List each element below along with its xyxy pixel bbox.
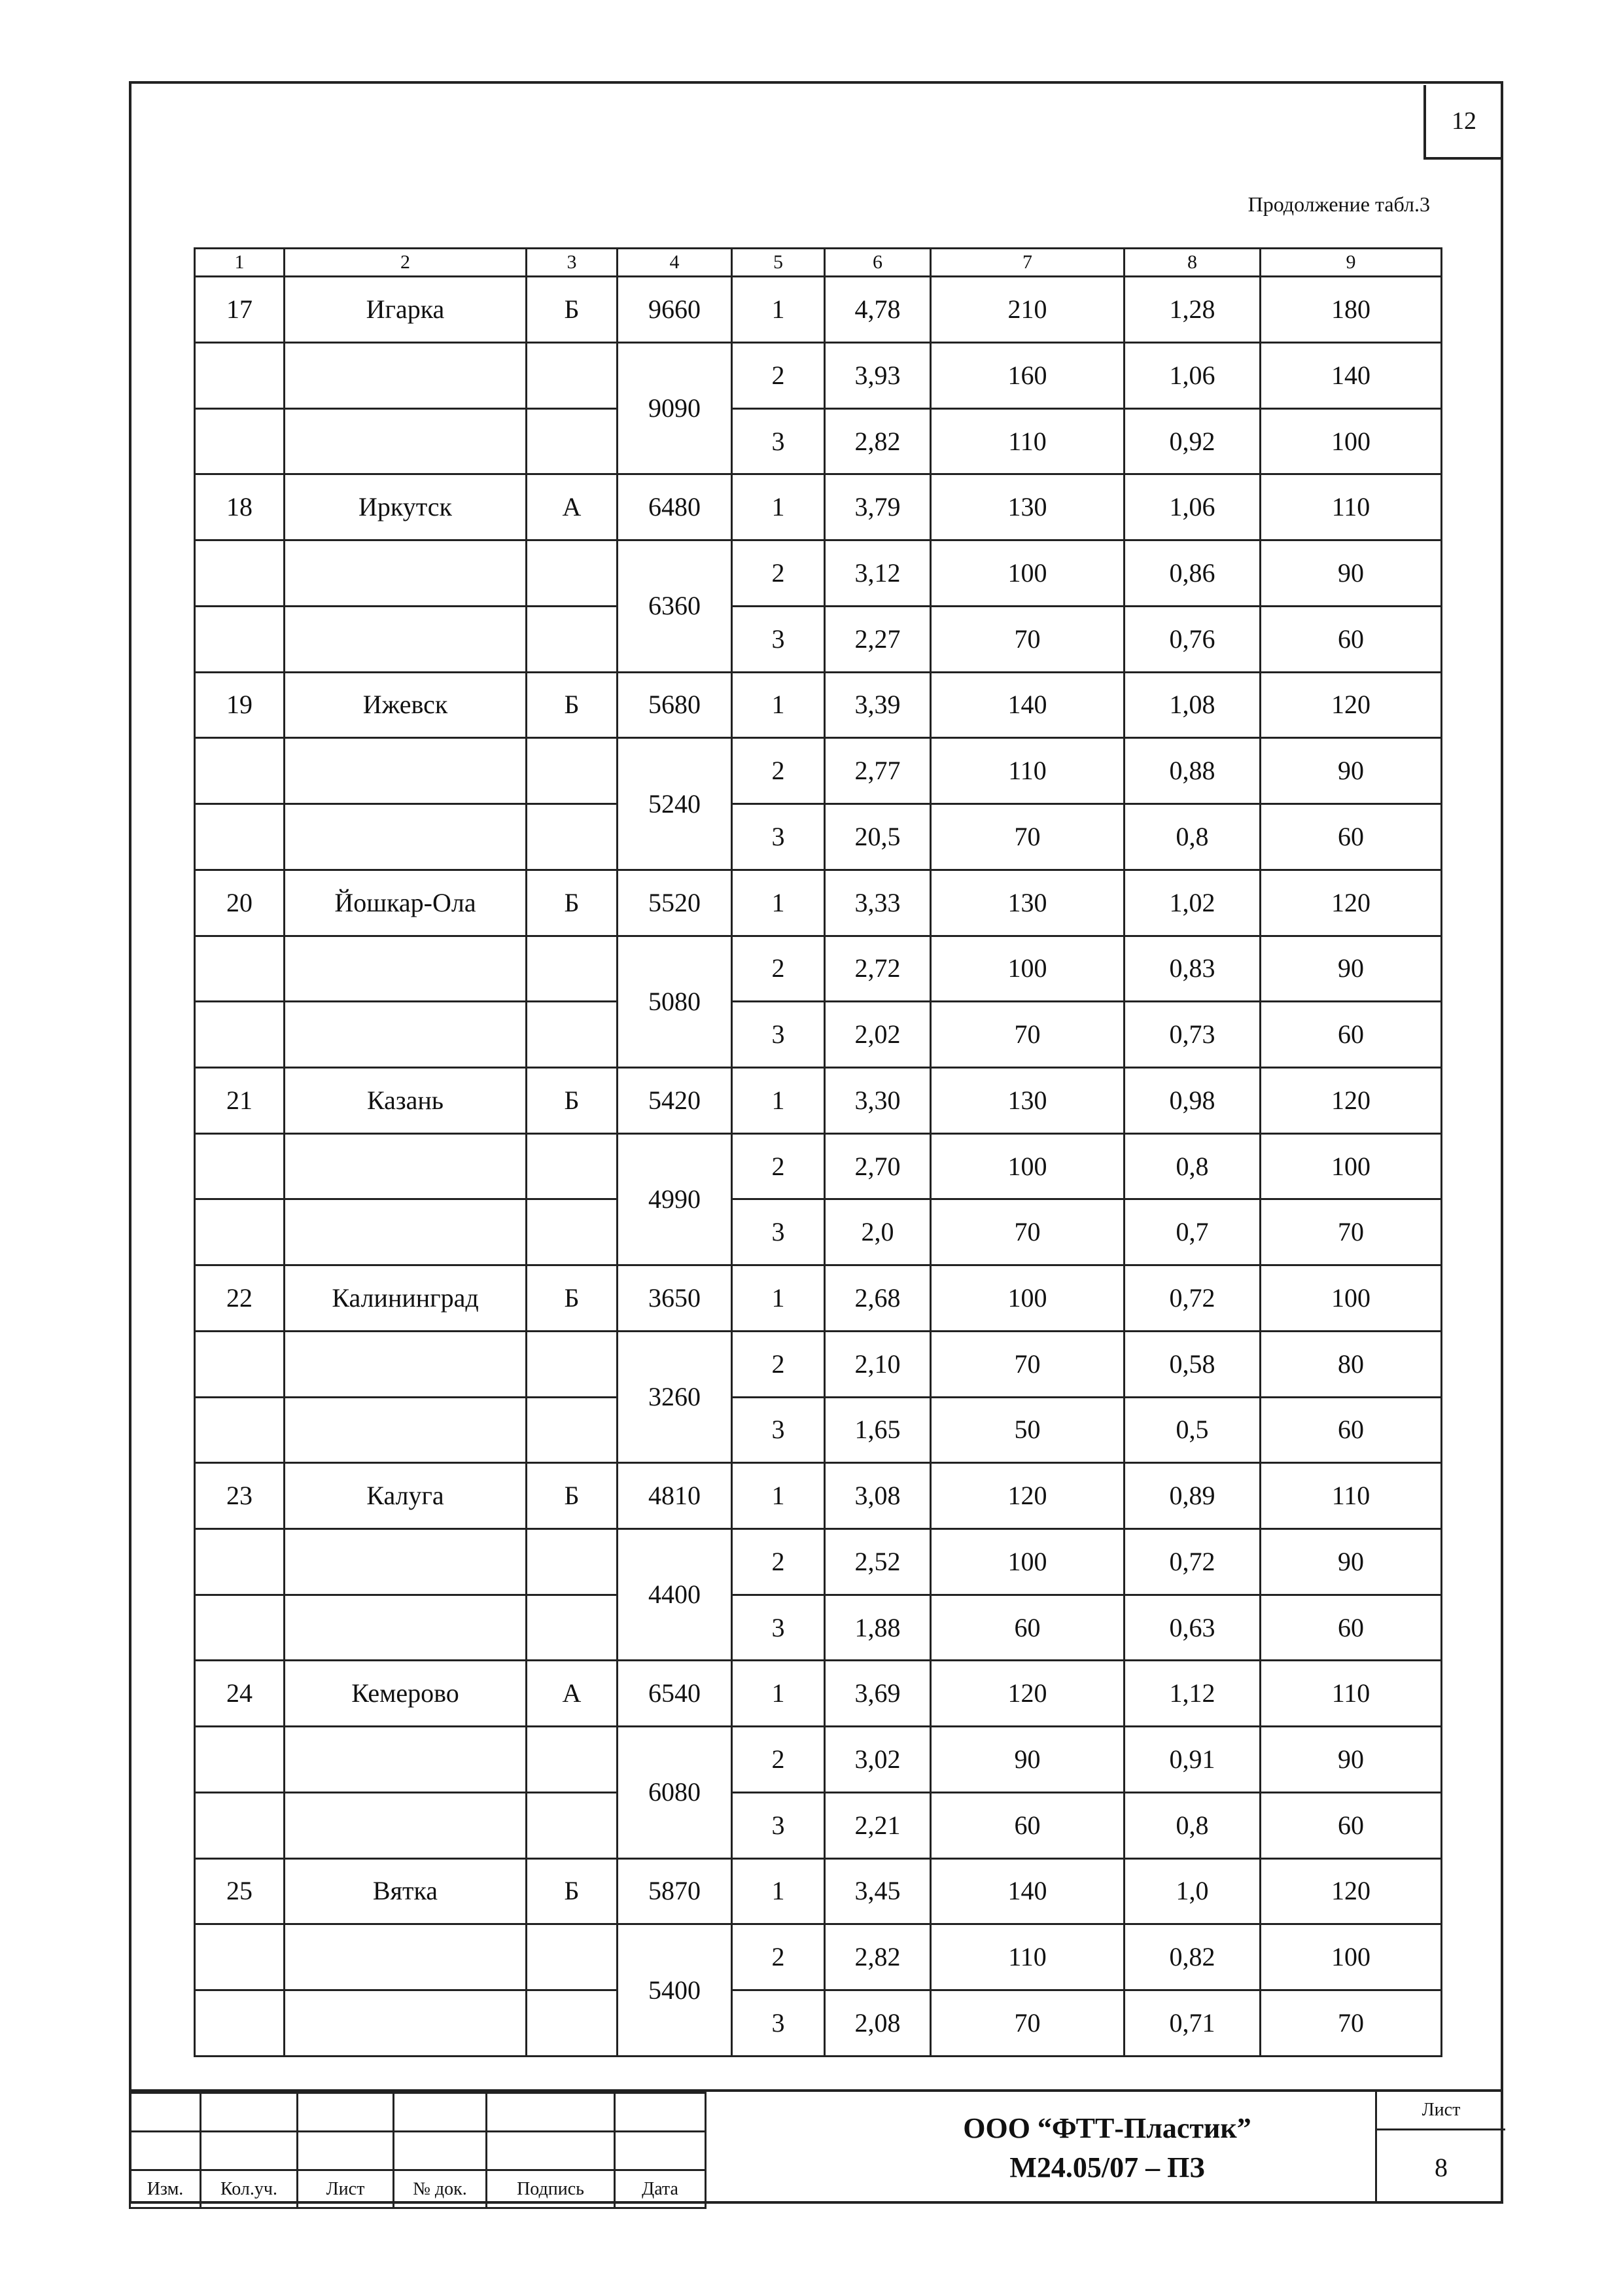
value-cell: 5420 [618, 1067, 732, 1133]
data-cell: 1 [732, 1858, 825, 1924]
data-cell: 180 [1261, 277, 1442, 343]
company-name: ООО “ФТТ-Пластик” [963, 2112, 1251, 2145]
value-cell: 9090 [618, 343, 732, 474]
revision-cell [394, 2132, 487, 2170]
data-cell: 4,78 [825, 277, 931, 343]
data-cell: 1 [732, 1067, 825, 1133]
city-cell [285, 1727, 527, 1793]
data-cell: 1,88 [825, 1595, 931, 1661]
data-cell: 70 [931, 1199, 1125, 1265]
stamp-label-doc: № док. [394, 2170, 487, 2208]
table-row [195, 1002, 1442, 1068]
row-number-cell [195, 1002, 285, 1068]
table-row [195, 804, 1442, 870]
row-number-cell: 22 [195, 1265, 285, 1332]
value-cell: 5240 [618, 738, 732, 870]
data-cell: 3 [732, 408, 825, 474]
data-cell: 100 [931, 1528, 1125, 1595]
row-number-cell [195, 1528, 285, 1595]
stamp-label-count: Кол.уч. [201, 2170, 298, 2208]
zone-cell: Б [527, 277, 618, 343]
data-cell: 2 [732, 1924, 825, 1990]
row-number-cell: 20 [195, 870, 285, 936]
data-cell: 0,76 [1125, 606, 1261, 672]
revision-cell [487, 2093, 615, 2132]
row-number-cell: 25 [195, 1858, 285, 1924]
city-cell: Казань [285, 1067, 527, 1133]
data-cell: 120 [931, 1661, 1125, 1727]
data-cell: 60 [1261, 804, 1442, 870]
city-cell: Калининград [285, 1265, 527, 1332]
table-row [195, 936, 1442, 1002]
data-cell: 3 [732, 606, 825, 672]
stamp-label-date: Дата [615, 2170, 706, 2208]
row-number-cell [195, 1990, 285, 2057]
row-number-cell [195, 738, 285, 804]
table-row [195, 870, 1442, 936]
row-number-cell [195, 1199, 285, 1265]
title-block [129, 2089, 1503, 2206]
city-cell [285, 1595, 527, 1661]
row-number-cell [195, 1924, 285, 1990]
data-cell: 140 [1261, 343, 1442, 409]
header-row [195, 249, 1442, 277]
header-cell: 9 [1261, 249, 1442, 277]
header-cell: 8 [1125, 249, 1261, 277]
data-cell: 1,06 [1125, 343, 1261, 409]
table-row [195, 738, 1442, 804]
value-cell: 5400 [618, 1924, 732, 2057]
zone-cell [527, 343, 618, 409]
header-cell: 4 [618, 249, 732, 277]
zone-cell [527, 936, 618, 1002]
data-cell: 3,45 [825, 1858, 931, 1924]
data-cell: 3,12 [825, 540, 931, 607]
data-cell: 3 [732, 1002, 825, 1068]
row-number-cell: 19 [195, 672, 285, 738]
zone-cell [527, 1727, 618, 1793]
value-cell: 3650 [618, 1265, 732, 1332]
row-number-cell: 17 [195, 277, 285, 343]
data-cell: 0,63 [1125, 1595, 1261, 1661]
table-row [195, 1595, 1442, 1661]
zone-cell [527, 1528, 618, 1595]
data-cell: 0,82 [1125, 1924, 1261, 1990]
stamp-label-signature: Подпись [487, 2170, 615, 2208]
row-number-cell: 23 [195, 1463, 285, 1529]
data-cell: 120 [1261, 1067, 1442, 1133]
data-cell: 0,8 [1125, 804, 1261, 870]
data-cell: 130 [931, 474, 1125, 540]
data-cell: 2,08 [825, 1990, 931, 2057]
data-cell: 2,02 [825, 1002, 931, 1068]
data-cell: 60 [1261, 1397, 1442, 1463]
data-cell: 2 [732, 1528, 825, 1595]
data-cell: 90 [1261, 540, 1442, 607]
data-cell: 130 [931, 1067, 1125, 1133]
sheet-label: Лист [1377, 2092, 1505, 2130]
zone-cell: Б [527, 1463, 618, 1529]
data-cell: 100 [931, 1265, 1125, 1332]
table-row [195, 1067, 1442, 1133]
data-cell: 3,08 [825, 1463, 931, 1529]
data-cell: 3,02 [825, 1727, 931, 1793]
data-cell: 3 [732, 1990, 825, 2057]
data-cell: 0,88 [1125, 738, 1261, 804]
zone-cell [527, 408, 618, 474]
data-cell: 0,83 [1125, 936, 1261, 1002]
value-cell: 6360 [618, 540, 732, 672]
value-cell: 4990 [618, 1133, 732, 1265]
city-cell [285, 1924, 527, 1990]
data-cell: 80 [1261, 1331, 1442, 1397]
row-number-cell [195, 540, 285, 607]
data-cell: 1,28 [1125, 277, 1261, 343]
data-cell: 2 [732, 1133, 825, 1199]
data-cell: 0,86 [1125, 540, 1261, 607]
row-number-cell [195, 343, 285, 409]
data-cell: 0,58 [1125, 1331, 1261, 1397]
data-cell: 3 [732, 1792, 825, 1858]
data-cell: 90 [931, 1727, 1125, 1793]
data-cell: 110 [1261, 1463, 1442, 1529]
data-cell: 3 [732, 1595, 825, 1661]
data-cell: 70 [931, 804, 1125, 870]
table-row [195, 408, 1442, 474]
data-cell: 2,0 [825, 1199, 931, 1265]
row-number-cell: 18 [195, 474, 285, 540]
data-cell: 70 [1261, 1990, 1442, 2057]
data-cell: 0,7 [1125, 1199, 1261, 1265]
data-cell: 3,69 [825, 1661, 931, 1727]
page-number: 12 [1423, 85, 1502, 160]
revision-cell [615, 2132, 706, 2170]
table-row [195, 1199, 1442, 1265]
data-cell: 2,21 [825, 1792, 931, 1858]
table-row [195, 1528, 1442, 1595]
city-cell [285, 1331, 527, 1397]
table-row [195, 540, 1442, 607]
data-cell: 90 [1261, 738, 1442, 804]
data-cell: 3,39 [825, 672, 931, 738]
data-cell: 2,77 [825, 738, 931, 804]
row-number-cell: 21 [195, 1067, 285, 1133]
city-cell: Игарка [285, 277, 527, 343]
zone-cell [527, 1199, 618, 1265]
table-row [195, 1990, 1442, 2057]
data-cell: 1 [732, 1661, 825, 1727]
header-cell: 5 [732, 249, 825, 277]
data-cell: 1,06 [1125, 474, 1261, 540]
data-cell: 130 [931, 870, 1125, 936]
data-cell: 60 [1261, 606, 1442, 672]
table-row [195, 474, 1442, 540]
data-cell: 50 [931, 1397, 1125, 1463]
city-cell [285, 1199, 527, 1265]
data-cell: 0,72 [1125, 1265, 1261, 1332]
data-cell: 2 [732, 343, 825, 409]
revision-cell [298, 2093, 394, 2132]
header-cell: 7 [931, 249, 1125, 277]
city-cell [285, 1002, 527, 1068]
data-cell: 1,02 [1125, 870, 1261, 936]
header-cell: 2 [285, 249, 527, 277]
header-cell: 6 [825, 249, 931, 277]
data-cell: 2,82 [825, 1924, 931, 1990]
city-cell [285, 1792, 527, 1858]
table-row [195, 1265, 1442, 1332]
city-cell [285, 408, 527, 474]
row-number-cell [195, 606, 285, 672]
data-cell: 3,93 [825, 343, 931, 409]
data-cell: 100 [1261, 1265, 1442, 1332]
data-cell: 210 [931, 277, 1125, 343]
zone-cell [527, 1002, 618, 1068]
zone-cell [527, 1990, 618, 2057]
city-cell [285, 1528, 527, 1595]
zone-cell [527, 1924, 618, 1990]
data-cell: 1 [732, 672, 825, 738]
data-cell: 1 [732, 870, 825, 936]
row-number-cell [195, 1397, 285, 1463]
data-cell: 3,33 [825, 870, 931, 936]
data-cell: 0,73 [1125, 1002, 1261, 1068]
data-cell: 3,79 [825, 474, 931, 540]
data-cell: 2 [732, 936, 825, 1002]
data-cell: 110 [931, 1924, 1125, 1990]
zone-cell: Б [527, 1067, 618, 1133]
data-cell: 2,27 [825, 606, 931, 672]
data-cell: 1,08 [1125, 672, 1261, 738]
city-cell [285, 1133, 527, 1199]
revision-cell [201, 2132, 298, 2170]
zone-cell [527, 540, 618, 607]
city-cell [285, 1397, 527, 1463]
table-row [195, 1463, 1442, 1529]
data-cell: 0,89 [1125, 1463, 1261, 1529]
revision-grid [129, 2092, 707, 2209]
data-cell: 100 [1261, 408, 1442, 474]
data-cell: 60 [1261, 1792, 1442, 1858]
city-cell [285, 343, 527, 409]
value-cell: 5870 [618, 1858, 732, 1924]
data-cell: 100 [1261, 1133, 1442, 1199]
data-cell: 2,68 [825, 1265, 931, 1332]
zone-cell: Б [527, 672, 618, 738]
zone-cell [527, 1595, 618, 1661]
sheet-box [1375, 2092, 1505, 2204]
zone-cell [527, 804, 618, 870]
data-cell: 70 [931, 606, 1125, 672]
row-number-cell [195, 1133, 285, 1199]
data-cell: 90 [1261, 1528, 1442, 1595]
data-cell: 0,71 [1125, 1990, 1261, 2057]
zone-cell [527, 606, 618, 672]
city-cell [285, 738, 527, 804]
data-cell: 110 [931, 408, 1125, 474]
data-cell: 3 [732, 804, 825, 870]
data-cell: 100 [931, 1133, 1125, 1199]
zone-cell: Б [527, 870, 618, 936]
revision-cell [615, 2093, 706, 2132]
data-cell: 110 [1261, 1661, 1442, 1727]
table-row [195, 277, 1442, 343]
table-row [195, 672, 1442, 738]
data-cell: 60 [931, 1792, 1125, 1858]
city-cell [285, 540, 527, 607]
city-cell: Ижевск [285, 672, 527, 738]
table-row [195, 1924, 1442, 1990]
row-number-cell: 24 [195, 1661, 285, 1727]
data-cell: 70 [931, 1331, 1125, 1397]
data-cell: 0,5 [1125, 1397, 1261, 1463]
zone-cell [527, 738, 618, 804]
document-code: М24.05/07 – ПЗ [1009, 2151, 1205, 2183]
data-cell: 2,52 [825, 1528, 931, 1595]
city-cell [285, 804, 527, 870]
data-cell: 90 [1261, 1727, 1442, 1793]
value-cell: 3260 [618, 1331, 732, 1462]
data-cell: 100 [931, 540, 1125, 607]
zone-cell [527, 1397, 618, 1463]
data-cell: 2,72 [825, 936, 931, 1002]
value-cell: 5080 [618, 936, 732, 1067]
city-cell [285, 606, 527, 672]
data-cell: 120 [931, 1463, 1125, 1529]
city-cell [285, 936, 527, 1002]
revision-cell [130, 2093, 201, 2132]
data-cell: 1,12 [1125, 1661, 1261, 1727]
table-row [195, 343, 1442, 409]
city-cell: Иркутск [285, 474, 527, 540]
data-cell: 3 [732, 1397, 825, 1463]
data-cell: 0,98 [1125, 1067, 1261, 1133]
table-row [195, 606, 1442, 672]
row-number-cell [195, 1331, 285, 1397]
zone-cell: А [527, 1661, 618, 1727]
value-cell: 5680 [618, 672, 732, 738]
header-cell: 1 [195, 249, 285, 277]
data-cell: 100 [1261, 1924, 1442, 1990]
data-cell: 160 [931, 343, 1125, 409]
data-cell: 2 [732, 1727, 825, 1793]
header-cell: 3 [527, 249, 618, 277]
data-cell: 120 [1261, 672, 1442, 738]
zone-cell: Б [527, 1858, 618, 1924]
data-cell: 20,5 [825, 804, 931, 870]
data-cell: 0,92 [1125, 408, 1261, 474]
data-cell: 70 [931, 1002, 1125, 1068]
row-number-cell [195, 1792, 285, 1858]
data-cell: 1,65 [825, 1397, 931, 1463]
zone-cell [527, 1331, 618, 1397]
revision-cell [298, 2132, 394, 2170]
data-table [194, 247, 1442, 2057]
data-cell: 1 [732, 277, 825, 343]
data-cell: 3,30 [825, 1067, 931, 1133]
data-cell: 0,72 [1125, 1528, 1261, 1595]
row-number-cell [195, 804, 285, 870]
value-cell: 5520 [618, 870, 732, 936]
data-cell: 2,10 [825, 1331, 931, 1397]
zone-cell [527, 1133, 618, 1199]
table-row [195, 1331, 1442, 1397]
table-row [195, 1727, 1442, 1793]
value-cell: 4400 [618, 1528, 732, 1660]
zone-cell: А [527, 474, 618, 540]
revision-cell [201, 2093, 298, 2132]
data-cell: 1,0 [1125, 1858, 1261, 1924]
row-number-cell [195, 1727, 285, 1793]
data-cell: 2 [732, 738, 825, 804]
row-number-cell [195, 408, 285, 474]
zone-cell: Б [527, 1265, 618, 1332]
sheet-number: 8 [1435, 2152, 1448, 2182]
table-row [195, 1858, 1442, 1924]
table-row [195, 1133, 1442, 1199]
data-cell: 110 [1261, 474, 1442, 540]
data-cell: 120 [1261, 870, 1442, 936]
stamp-label-sheet: Лист [298, 2170, 394, 2208]
data-cell: 1 [732, 1265, 825, 1332]
value-cell: 6540 [618, 1661, 732, 1727]
data-cell: 90 [1261, 936, 1442, 1002]
data-cell: 2,70 [825, 1133, 931, 1199]
data-cell: 60 [931, 1595, 1125, 1661]
data-cell: 70 [1261, 1199, 1442, 1265]
data-cell: 140 [931, 1858, 1125, 1924]
city-cell: Кемерово [285, 1661, 527, 1727]
data-cell: 140 [931, 672, 1125, 738]
city-cell: Вятка [285, 1858, 527, 1924]
value-cell: 4810 [618, 1463, 732, 1529]
data-cell: 0,91 [1125, 1727, 1261, 1793]
row-number-cell [195, 1595, 285, 1661]
data-cell: 2 [732, 1331, 825, 1397]
data-cell: 60 [1261, 1595, 1442, 1661]
zone-cell [527, 1792, 618, 1858]
data-cell: 120 [1261, 1858, 1442, 1924]
data-cell: 2,82 [825, 408, 931, 474]
data-cell: 70 [931, 1990, 1125, 2057]
continuation-label: Продолжение табл.3 [1248, 192, 1430, 216]
data-cell: 2 [732, 540, 825, 607]
data-cell: 1 [732, 474, 825, 540]
table-row [195, 1792, 1442, 1858]
data-cell: 3 [732, 1199, 825, 1265]
city-cell: Калуга [285, 1463, 527, 1529]
data-cell: 110 [931, 738, 1125, 804]
data-cell: 1 [732, 1463, 825, 1529]
data-cell: 0,8 [1125, 1792, 1261, 1858]
revision-cell [487, 2132, 615, 2170]
value-cell: 6480 [618, 474, 732, 540]
table-row [195, 1661, 1442, 1727]
data-cell: 100 [931, 936, 1125, 1002]
stamp-label-change: Изм. [130, 2170, 201, 2208]
table-row [195, 1397, 1442, 1463]
value-cell: 9660 [618, 277, 732, 343]
city-cell [285, 1990, 527, 2057]
data-cell: 0,8 [1125, 1133, 1261, 1199]
row-number-cell [195, 936, 285, 1002]
city-cell: Йошкар-Ола [285, 870, 527, 936]
revision-cell [130, 2132, 201, 2170]
value-cell: 6080 [618, 1727, 732, 1858]
data-cell: 60 [1261, 1002, 1442, 1068]
revision-cell [394, 2093, 487, 2132]
